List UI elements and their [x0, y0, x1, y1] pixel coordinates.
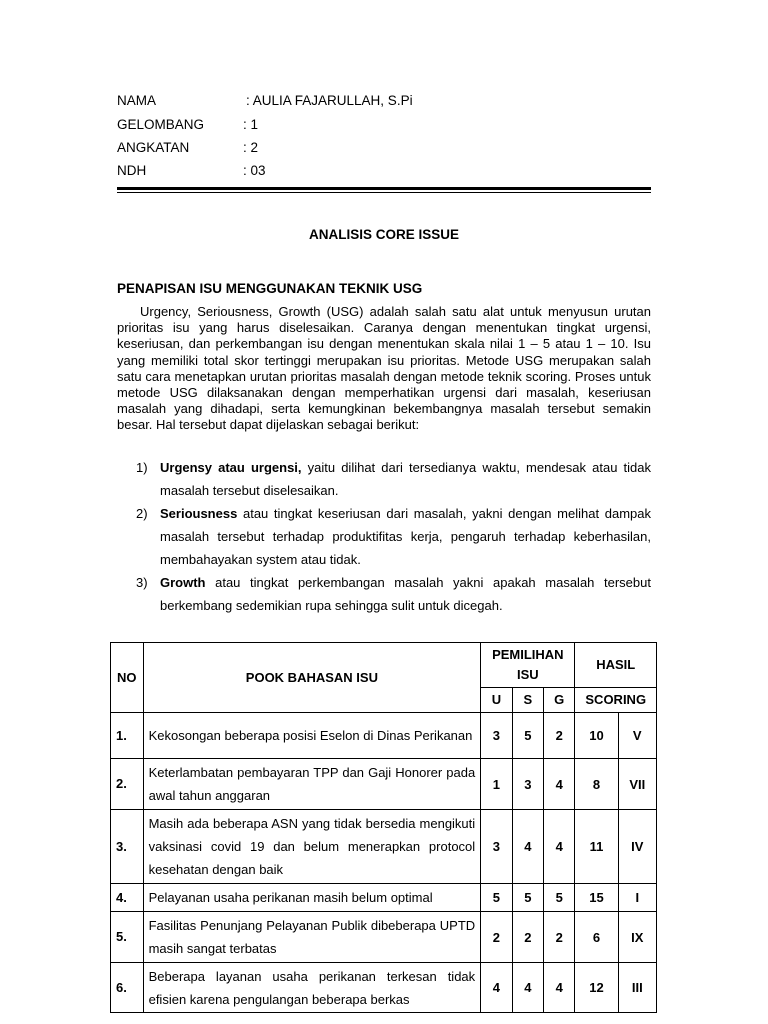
row-score: 11 [575, 810, 618, 884]
header-g: G [544, 688, 575, 713]
header-selection: PEMILIHAN ISU [481, 643, 575, 688]
criteria-item-growth [117, 571, 651, 617]
header-s: S [512, 688, 543, 713]
row-number: 3. [111, 810, 144, 884]
row-issue: Masih ada beberapa ASN yang tidak bersedia mengikuti vaksinasi covid 19 dan belum menerapkan protocol kesehatan dengan baik [143, 810, 481, 884]
list-number: 2) [136, 506, 148, 521]
header-u: U [481, 688, 512, 713]
list-number: 1) [136, 460, 148, 475]
field-value: : 03 [243, 163, 266, 178]
row-issue: Pelayanan usaha perikanan masih belum optimal [143, 884, 481, 912]
row-u: 3 [481, 713, 512, 759]
row-score: 6 [575, 912, 618, 963]
criteria-list [117, 456, 651, 617]
criteria-term: Urgensy atau urgensi, [160, 460, 302, 475]
intro-paragraph: Urgency, Seriousness, Growth (USG) adalah salah satu alat untuk menyusun urutan prioritas isu yang harus diselesaikan. Caranya dengan menentukan tingkat urgensi, keseriusan, dan perkembangan isu dengan menentukan skala nilai 1 – 5 atau 1 – 10. Isu yang memiliki total skor tertinggi merupakan isu prioritas. Metode USG merupakan salah satu cara menetapkan urutan prioritas masalah dengan metode teknik scoring. Proses untuk metode USG dilaksanakan dengan memperhatikan urgensi dari masalah, keseriusan masalah yang dihadapi, serta kemungkinan bekembangnya masalah tersebut semakin besar. Hal tersebut dapat dijelaskan sebagai berikut: [117, 304, 651, 433]
row-issue: Fasilitas Penunjang Pelayanan Publik dibeberapa UPTD masih sangat terbatas [143, 912, 481, 963]
row-s: 2 [512, 912, 543, 963]
row-issue-cell [143, 963, 481, 1013]
row-number: 5. [111, 912, 144, 963]
table-row [111, 884, 657, 912]
field-value: : 1 [243, 117, 259, 132]
row-score: 12 [575, 963, 618, 1013]
row-s: 4 [512, 963, 543, 1013]
criteria-term: Growth [160, 575, 206, 590]
row-g: 2 [544, 713, 575, 759]
row-number: 1. [111, 713, 144, 759]
row-g: 4 [544, 759, 575, 810]
row-rank: I [618, 884, 656, 912]
row-number: 2. [111, 759, 144, 810]
field-label: ANGKATAN [117, 140, 190, 155]
row-s: 5 [512, 713, 543, 759]
field-label: NDH [117, 163, 147, 178]
table-row [111, 759, 657, 810]
row-issue: Beberapa layanan usaha perikanan terkesan tidak efisien karena pengulangan beberapa berkas [148, 969, 476, 1007]
row-u: 5 [481, 884, 512, 912]
row-g: 4 [544, 810, 575, 884]
table-row [111, 963, 657, 1013]
row-g: 4 [544, 963, 575, 1013]
row-u: 4 [481, 963, 512, 1013]
row-issue: Kekosongan beberapa posisi Eselon di Dinas Perikanan [143, 713, 481, 759]
table-row [111, 713, 657, 759]
criteria-text: atau tingkat keseriusan dari masalah, yakni dengan melihat dampak masalah tersebut terhadap produktifitas kerja, pengaruh terhadap keberhasilan, membahayakan system atau tidak. [160, 506, 651, 567]
header-result-line1: HASIL [575, 643, 657, 688]
row-s: 5 [512, 884, 543, 912]
criteria-item-seriousness [117, 502, 651, 571]
row-g: 2 [544, 912, 575, 963]
row-score: 15 [575, 884, 618, 912]
row-rank: V [618, 713, 656, 759]
field-value: : AULIA FAJARULLAH, S.Pi [246, 93, 413, 108]
row-rank: IX [618, 912, 656, 963]
row-rank: VII [618, 759, 656, 810]
field-label: NAMA [117, 93, 157, 108]
row-u: 2 [481, 912, 512, 963]
row-number: 4. [111, 884, 144, 912]
criteria-item-urgency [117, 456, 651, 502]
row-g: 5 [544, 884, 575, 912]
row-s: 4 [512, 810, 543, 884]
section-title: PENAPISAN ISU MENGGUNAKAN TEKNIK USG [117, 281, 423, 296]
row-score: 10 [575, 713, 618, 759]
header-issue: POOK BAHASAN ISU [143, 643, 481, 713]
table-row [111, 810, 657, 884]
header-no: NO [111, 643, 144, 713]
row-u: 1 [481, 759, 512, 810]
row-issue: Keterlambatan pembayaran TPP dan Gaji Honorer pada awal tahun anggaran [143, 759, 481, 810]
page-title: ANALISIS CORE ISSUE [308, 227, 460, 242]
row-u: 3 [481, 810, 512, 884]
field-value: : 2 [243, 140, 259, 155]
criteria-text: yaitu dilihat dari tersedianya waktu, mendesak atau tidak masalah tersebut diselesaikan. [160, 460, 651, 498]
row-score: 8 [575, 759, 618, 810]
row-rank: III [618, 963, 656, 1013]
field-label: GELOMBANG [117, 117, 205, 132]
row-number: 6. [111, 963, 144, 1013]
row-s: 3 [512, 759, 543, 810]
header-rule-thin [117, 192, 651, 193]
header-result-line2: SCORING [575, 688, 657, 713]
row-rank: IV [618, 810, 656, 884]
usg-table [110, 642, 657, 1013]
header-rule-thick [117, 187, 651, 190]
criteria-text: atau tingkat perkembangan masalah yakni apakah masalah tersebut berkembang sedemikian rupa sehingga sulit untuk dicegah. [160, 575, 651, 613]
table-row [111, 912, 657, 963]
criteria-term: Seriousness [160, 506, 238, 521]
list-number: 3) [136, 575, 148, 590]
